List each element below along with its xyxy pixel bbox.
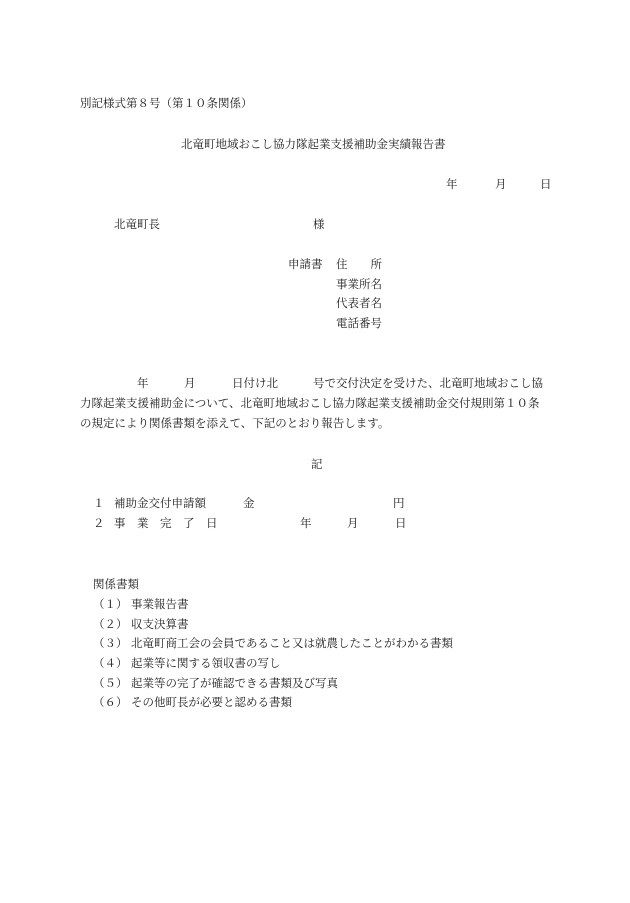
list-item-text: 起業等の完了が確認できる書類及び写真 [131,676,338,690]
body-year: 年 [137,376,149,390]
item1-label: 補助金交付申請額 [114,496,206,510]
list-item-number: （６） [93,695,128,709]
list-item-number: （５） [93,676,128,690]
item2-year: 年 [300,516,312,530]
address-label: 住 所 [336,257,382,271]
item2-label: 事 業 完 了 日 [114,516,218,530]
body-line1-rest: 号で交付決定を受けた、北竜町地域おこし協 [313,376,543,390]
addressee-name: 北竜町長 [114,217,160,231]
list-item-text: 北竜町商工会の会員であること又は就農したことがわかる書類 [131,636,453,650]
item1-prefix: 金 [243,496,255,510]
document-title: 北竜町地域おこし協力隊起業支援補助金実績報告書 [181,137,446,151]
record-heading: 記 [311,457,323,471]
item1-number: １ [93,496,105,510]
body-line2: 力隊起業支援補助金について、北竜町地域おこし協力隊起業支援補助金交付規則第１０条 [80,396,540,410]
form-number: 別記様式第８号（第１０条関係） [80,96,253,110]
item1-unit: 円 [393,496,405,510]
representative-label: 代表者名 [336,296,382,310]
list-item-number: （２） [93,617,128,631]
business-name-label: 事業所名 [336,277,382,291]
list-item-text: 起業等に関する領収書の写し [131,656,281,670]
body-dated: 日付け北 [232,376,278,390]
addressee-honorific: 様 [313,217,325,231]
date-day-label: 日 [540,177,552,191]
list-item-text: 事業報告書 [131,597,189,611]
item2-month: 月 [347,516,359,530]
related-documents-list [93,599,553,719]
body-month: 月 [184,376,196,390]
date-year-label: 年 [446,177,458,191]
applicant-label: 申請書 [288,257,323,271]
body-line3: の規定により関係書類を添えて、下記のとおり報告します。 [80,416,390,430]
list-item-number: （１） [93,597,128,611]
related-documents-heading: 関係書類 [93,577,139,591]
list-item-number: （３） [93,636,128,650]
list-item-text: 収支決算書 [131,617,189,631]
list-item-number: （４） [93,656,128,670]
phone-label: 電話番号 [336,316,382,330]
item2-day: 日 [395,516,407,530]
item2-number: ２ [93,516,105,530]
list-item-text: その他町長が必要と認める書類 [131,695,292,709]
date-month-label: 月 [495,177,507,191]
